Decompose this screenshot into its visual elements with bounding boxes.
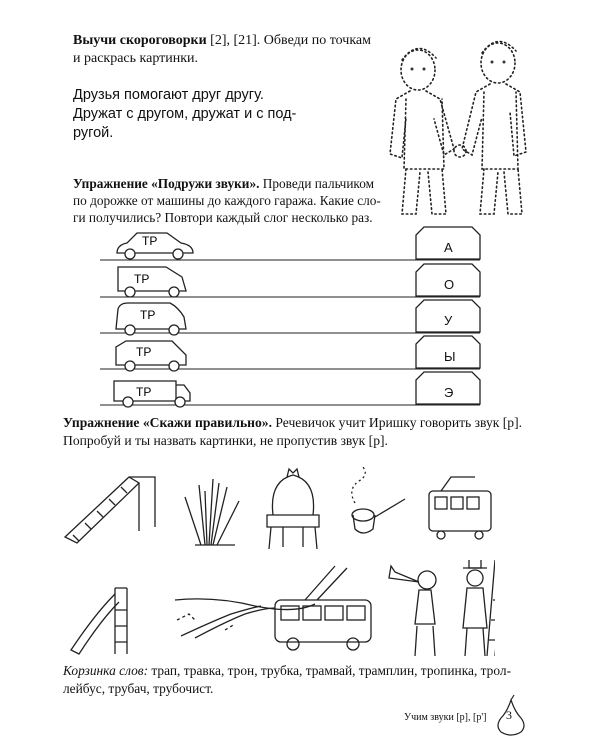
car-label: ТР — [136, 345, 152, 359]
garage-letter: А — [444, 240, 453, 255]
exercise-sounds-text: Проведи пальчиком по дорожке от машины до каждого гаража. Какие сло-ги получились? Повтори каждый слог несколько раз. — [73, 176, 381, 225]
garage-y[interactable] — [416, 336, 480, 368]
friends-illustration — [380, 25, 540, 225]
page-number: 3 — [506, 708, 512, 722]
garage-u[interactable] — [416, 300, 480, 332]
car-truck[interactable] — [114, 381, 190, 407]
pictures-row-1 — [55, 465, 495, 555]
grass-picture[interactable] — [185, 479, 239, 545]
garage-letter: Э — [444, 385, 454, 400]
cars-garages-exercise — [100, 225, 500, 415]
car-van[interactable] — [118, 267, 186, 297]
exercise-say-title: Упражнение «Скажи правильно». — [63, 415, 272, 430]
slide-picture[interactable] — [71, 588, 127, 654]
tongue-twister — [73, 86, 323, 143]
car-label: ТР — [142, 234, 158, 248]
chimney-sweep-picture[interactable] — [463, 560, 495, 656]
exercise-sounds-paragraph — [73, 175, 383, 226]
pictures-row-2 — [55, 560, 495, 660]
garage-letter: У — [444, 313, 453, 328]
tongue-twister-line-3: ругой. — [73, 125, 114, 141]
car-label: ТР — [134, 272, 150, 286]
intro-title: Выучи скороговорки — [73, 33, 207, 48]
exercise-say-text: Речевичок учит Иришку говорить звук [р]. Попробуй и ты назвать картинки, не пропустив звук [р]. — [63, 415, 523, 448]
garage-letter: О — [444, 277, 455, 292]
trumpeter-picture[interactable] — [389, 566, 436, 656]
car-sedan[interactable] — [117, 233, 193, 259]
garage-o[interactable] — [416, 264, 480, 296]
ladder-picture[interactable] — [65, 477, 155, 543]
car-minibus[interactable] — [116, 341, 186, 371]
garage-e[interactable] — [416, 372, 480, 404]
word-basket-text: трап, травка, трон, трубка, трамвай, трамплин, тропинка, трол-лейбус, трубач, трубочист. — [63, 663, 512, 696]
car-label: ТР — [140, 308, 156, 322]
word-basket-label: Корзинка слов: — [63, 663, 149, 678]
tongue-twister-line-1: Друзья помогают друг другу. — [73, 87, 264, 103]
intro-text: [2], [21]. Обведи по точкам и раскрась картинки. — [73, 33, 371, 66]
garage-letter: Ы — [444, 349, 456, 364]
car-label: ТР — [136, 385, 152, 399]
word-basket — [63, 662, 543, 698]
exercise-sounds-title: Упражнение «Подружи звуки». — [73, 176, 260, 191]
tram-picture[interactable] — [429, 477, 491, 539]
footer-text: Учим звуки [р], [р'] — [404, 712, 487, 723]
pipe-picture[interactable] — [352, 467, 405, 533]
exercise-say-paragraph — [63, 414, 543, 450]
trolleybus-picture[interactable] — [275, 566, 371, 650]
intro-paragraph — [73, 32, 378, 68]
car-minivan[interactable] — [116, 303, 186, 335]
path-picture[interactable] — [175, 599, 315, 638]
garage-a[interactable] — [416, 227, 480, 259]
tongue-twister-line-2: Дружат с другом, дружат и с под- — [73, 106, 297, 122]
throne-picture[interactable] — [267, 469, 319, 549]
